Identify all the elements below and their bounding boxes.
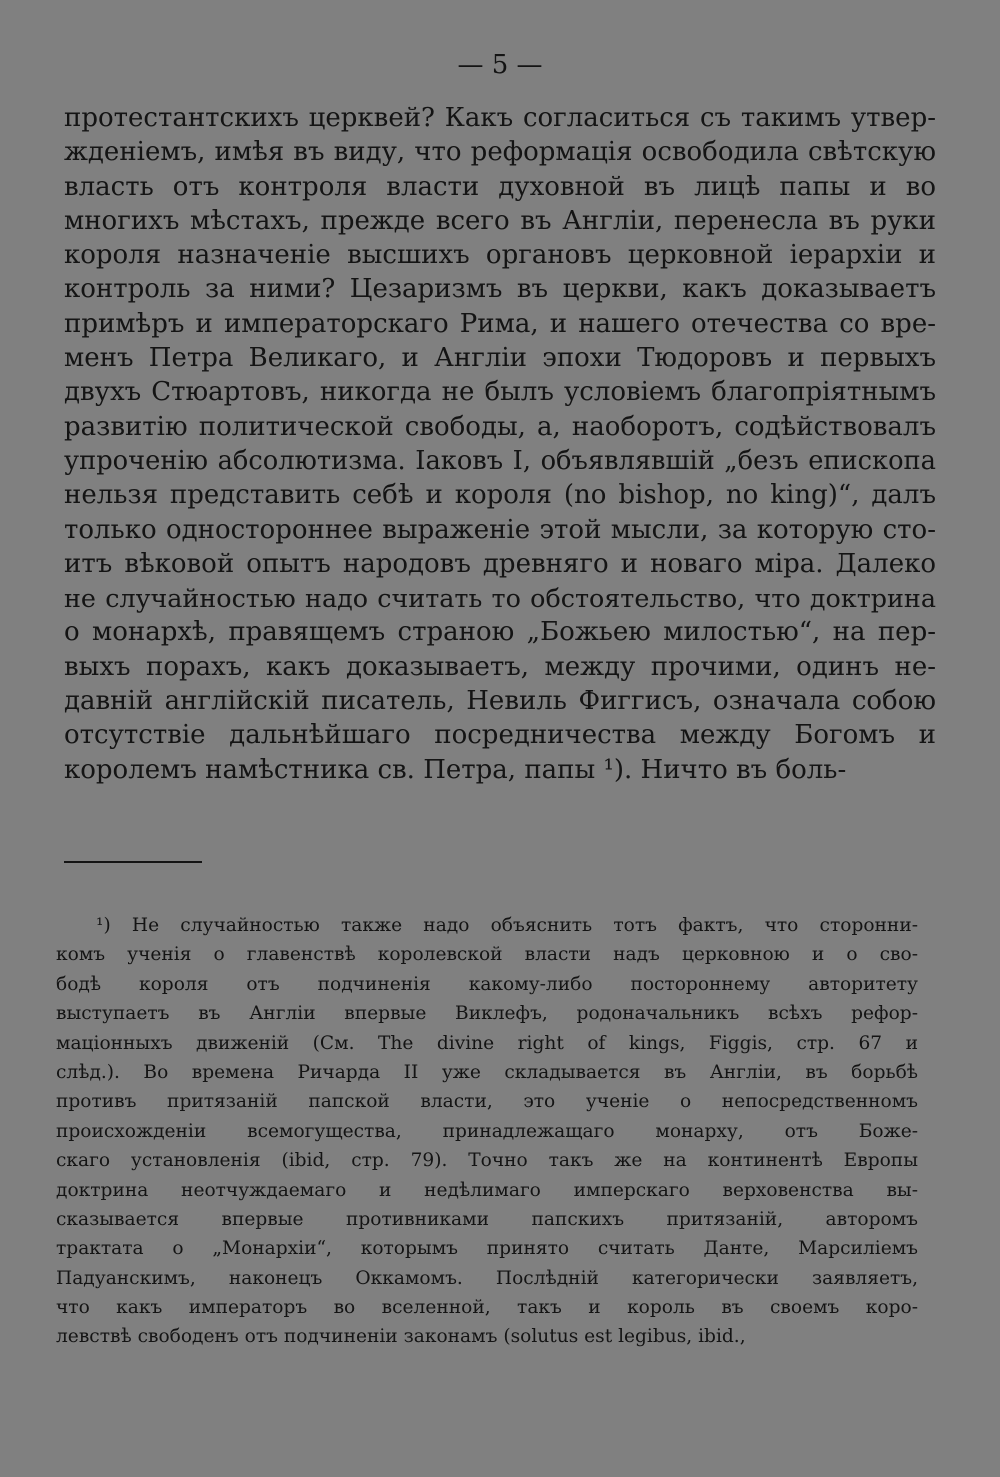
footnote-line: ¹) Не случайностью также надо объяснить тотъ фактъ, что сторонни- (96, 915, 918, 936)
main-text-line: итъ вѣковой опытъ народовъ древняго и новаго міра. Далеко (64, 548, 936, 579)
main-text-line: развитію политической свободы, а, наоборотъ, содѣйствовалъ (64, 411, 936, 442)
footnote-line: выступаетъ въ Англіи впервые Виклефъ, родоначальникъ всѣхъ рефор- (56, 1003, 918, 1025)
main-text-line: короля назначеніе высшихъ органовъ церковной іерархіи и (64, 240, 936, 271)
footnote-line: левствѣ свободенъ отъ подчиненіи законамъ (solutus est legibus, ibid., (56, 1326, 746, 1348)
footnote-line: доктрина неотчуждаемаго и недѣлимаго имперскаго верховенства вы- (56, 1179, 918, 1201)
footnote-separator (64, 861, 202, 863)
main-text-line: двухъ Стюартовъ, никогда не былъ условіемъ благопріятнымъ (64, 377, 936, 408)
main-text-line: королемъ намѣстника св. Петра, папы ¹). Ничто въ боль- (64, 754, 847, 785)
main-text-line: давній англійскій писатель, Невиль Фиггисъ, означала собою (64, 686, 936, 717)
main-text-line: не случайностью надо считать то обстоятельство, что доктрина (64, 583, 936, 614)
footnote-line: маціонныхъ движеній (См. The divine right of kings, Figgis, стр. 67 и (56, 1032, 918, 1054)
page-number: — 5 — (457, 50, 543, 80)
footnote-line: Падуанскимъ, наконецъ Оккамомъ. Послѣдній категорически заявляетъ, (56, 1267, 918, 1289)
main-text-line: многихъ мѣстахъ, прежде всего въ Англіи, перенесла въ руки (64, 205, 936, 236)
main-text-line: отсутствіе дальнѣйшаго посредничества между Богомъ и (64, 720, 936, 751)
main-text-line: упроченію абсолютизма. Іаковъ I, объявлявшій „безъ епископа (64, 445, 936, 476)
footnote-line: слѣд.). Во времена Ричарда II уже складывается въ Англіи, въ борьбѣ (56, 1061, 918, 1083)
main-text-line: менъ Петра Великаго, и Англіи эпохи Тюдоровъ и первыхъ (64, 343, 936, 374)
main-text-line: власть отъ контроля власти духовной въ лицѣ папы и во (64, 171, 936, 202)
footnote-line: сказывается впервые противниками папскихъ притязаній, авторомъ (56, 1208, 918, 1230)
footnotes (56, 911, 918, 1352)
footnote-line: бодѣ короля отъ подчиненія какому-либо постороннему авторитету (56, 973, 918, 995)
main-text-line: о монархѣ, правящемъ страною „Божьею милостью“, на пер- (64, 617, 936, 648)
footnote-line: что какъ императоръ во вселенной, такъ и король въ своемъ коро- (56, 1297, 918, 1319)
main-text (64, 101, 936, 787)
footnote-line: происхожденіи всемогущества, принадлежащаго монарху, отъ Боже- (56, 1120, 918, 1142)
main-text-line: контроль за ними? Цезаризмъ въ церкви, какъ доказываетъ (64, 274, 936, 305)
footnote-line: комъ ученія о главенствѣ королевской власти надъ церковною и о сво- (56, 944, 918, 966)
footnote-line: противъ притязаній папской власти, это ученіе о непосредственномъ (56, 1091, 918, 1113)
main-text-line: выхъ порахъ, какъ доказываетъ, между прочими, одинъ не- (64, 651, 936, 682)
footnote-line: скаго установленія (ibid, стр. 79). Точно такъ же на континентѣ Европы (56, 1150, 918, 1172)
main-text-line: только одностороннее выраженіе этой мысли, за которую сто- (64, 514, 936, 545)
main-text-line: нельзя представить себѣ и короля (no bishop, no king)“, далъ (64, 480, 936, 511)
main-text-line: протестантскихъ церквей? Какъ согласиться съ такимъ утвер- (64, 103, 936, 133)
footnote-line: трактата о „Монархіи“, которымъ принято считать Данте, Марсиліемъ (56, 1238, 918, 1260)
main-text-line: жденіемъ, имѣя въ виду, что реформація освободила свѣтскую (64, 137, 936, 168)
main-text-line: примѣръ и императорскаго Рима, и нашего отечества со вре- (64, 308, 936, 339)
